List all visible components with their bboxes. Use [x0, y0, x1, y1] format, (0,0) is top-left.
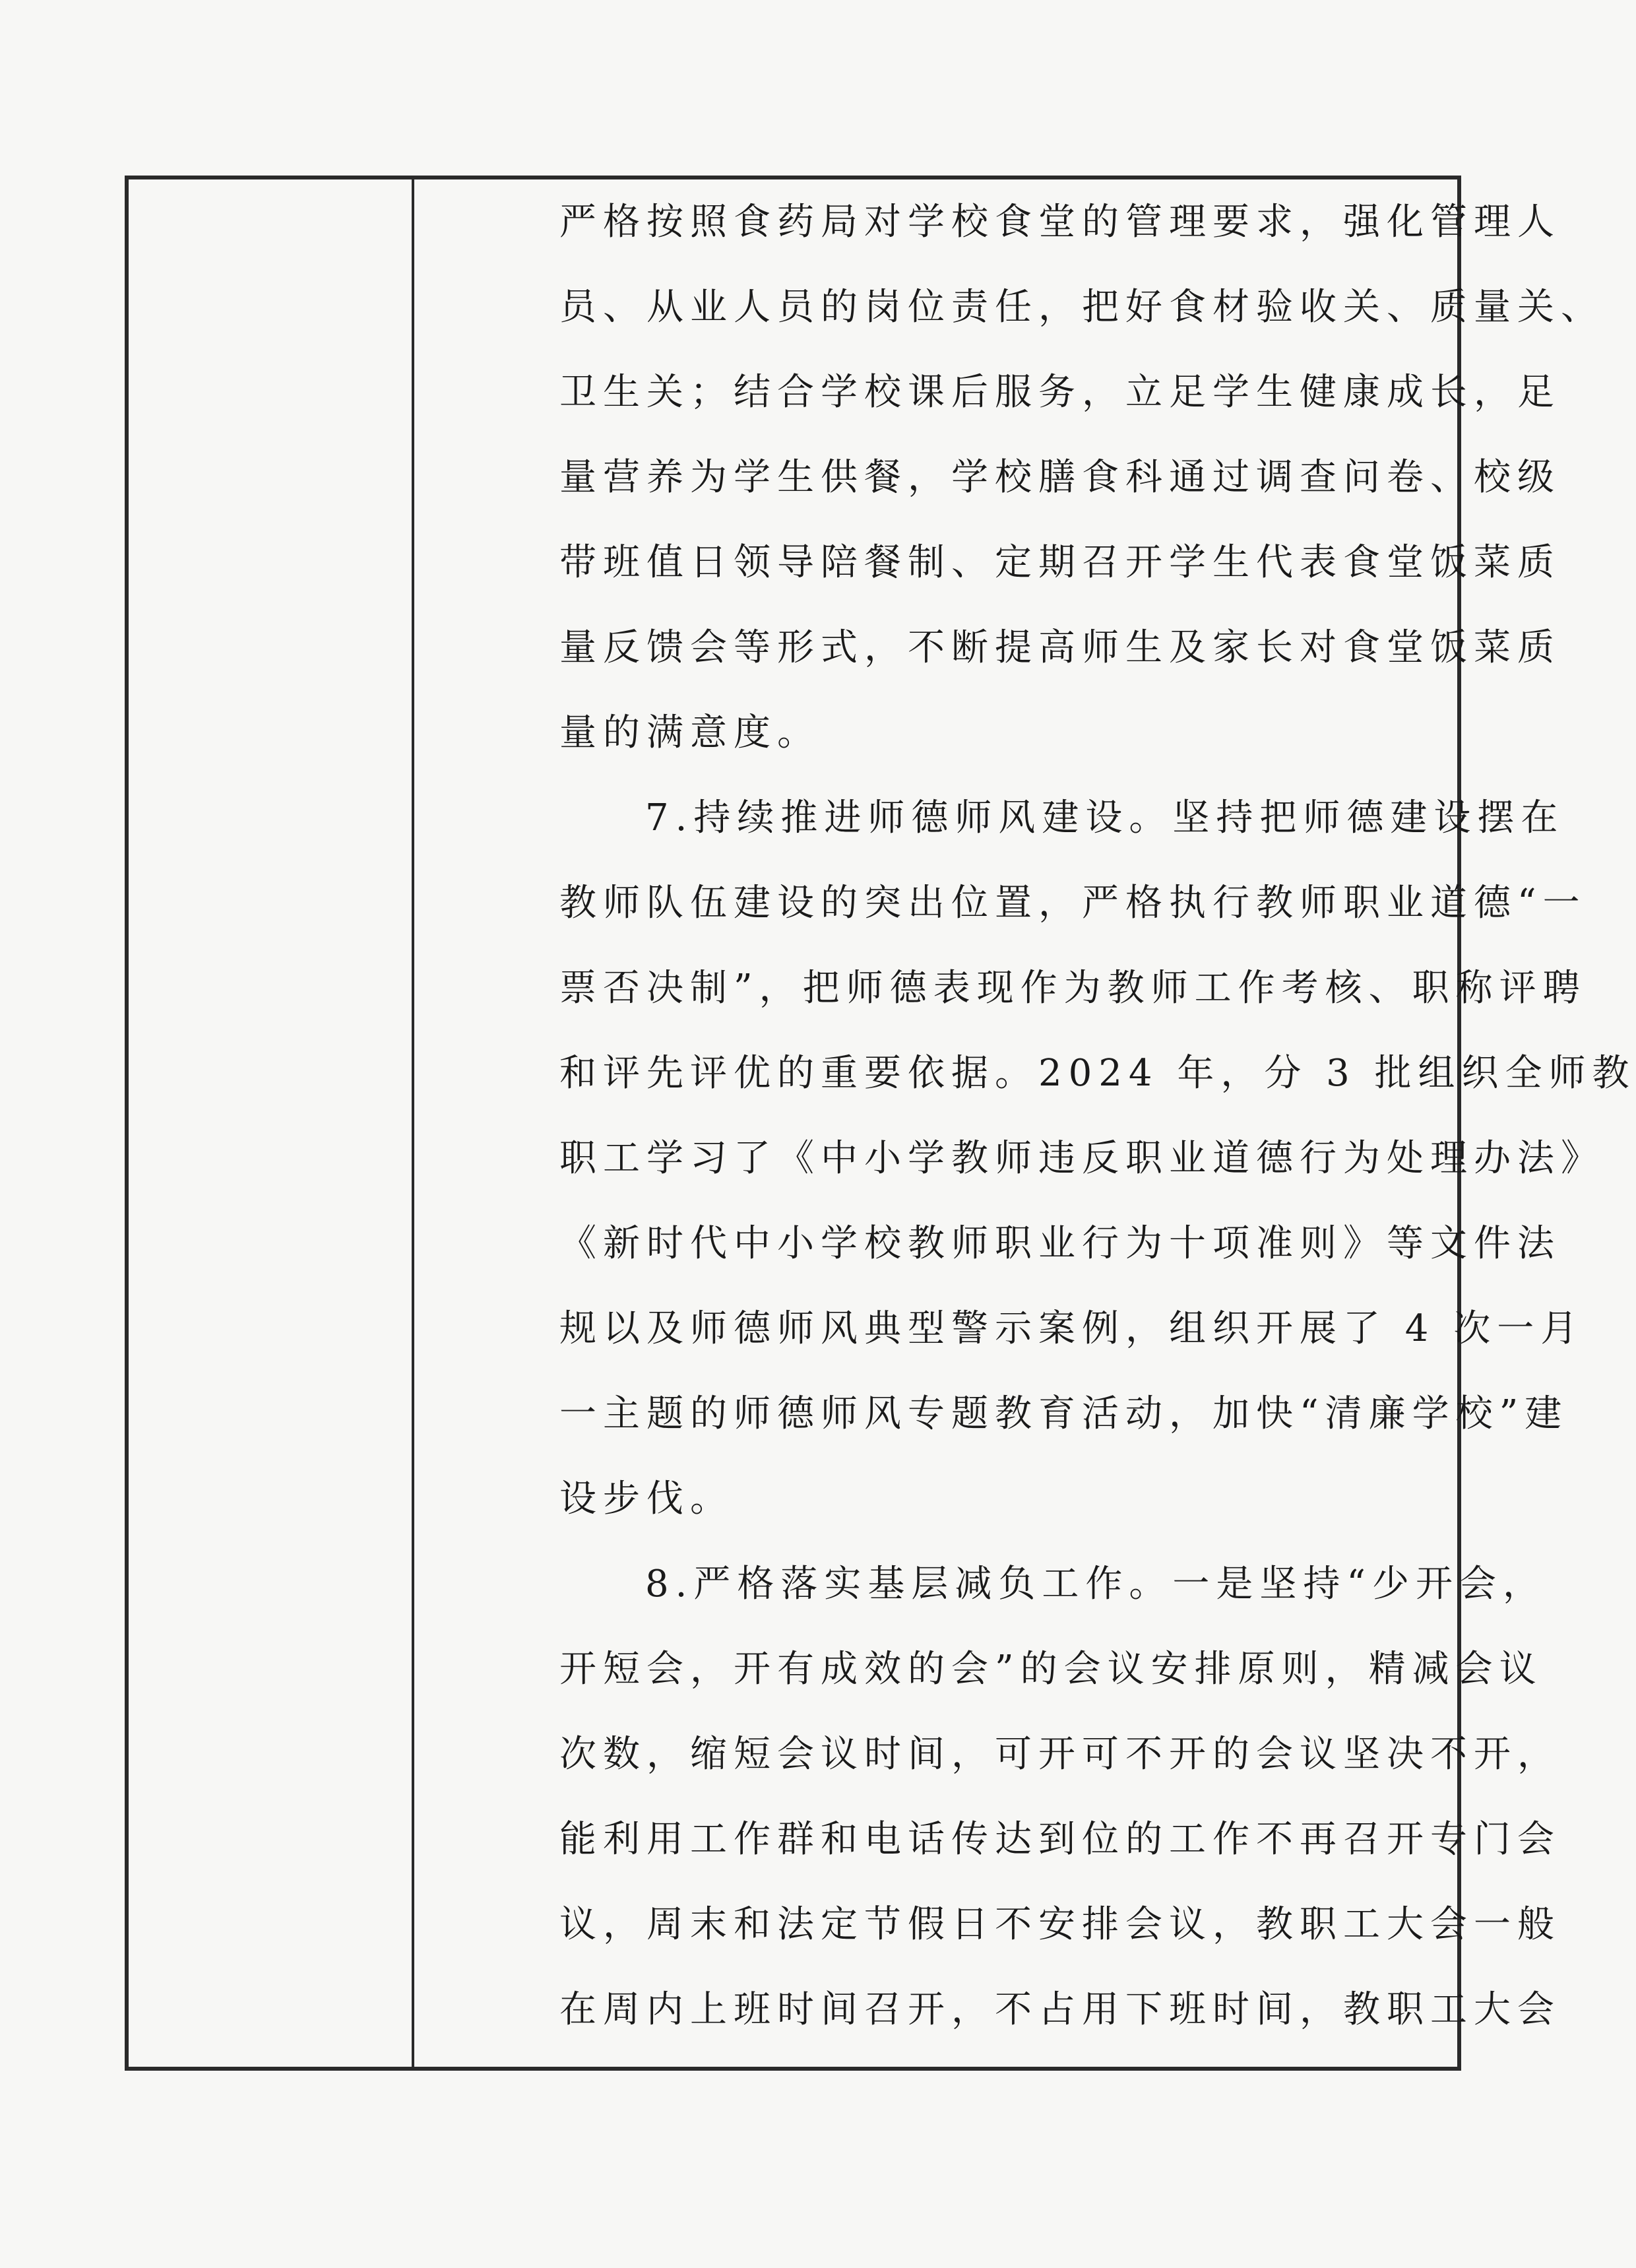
text-line: 带班值日领导陪餐制、定期召开学生代表食堂饭菜质 — [559, 541, 1561, 584]
text-line: 议，周末和法定节假日不安排会议，教职工大会一般 — [559, 1903, 1561, 1946]
table-content-cell — [414, 179, 1636, 2067]
document-table — [125, 176, 1636, 2071]
paragraph-8 — [559, 1541, 1561, 2052]
text-line: 严格按照食药局对学校食堂的管理要求，强化管理人 — [559, 201, 1561, 243]
text-line: 卫生关；结合学校课后服务，立足学生健康成长，足 — [559, 371, 1561, 414]
text-line: 8.严格落实基层减负工作。一是坚持“少开会， — [645, 1563, 1547, 1605]
text-line: 和评先评优的重要依据。2024 年，分 3 批组织全师教 — [559, 1052, 1636, 1095]
text-line: 量的满意度。 — [559, 711, 821, 754]
text-line: 7.持续推进师德师风建设。坚持把师德建设摆在 — [645, 796, 1565, 839]
text-line: 在周内上班时间召开，不占用下班时间，教职工大会 — [559, 1988, 1561, 2031]
text-line: 规以及师德师风典型警示案例，组织开展了 4 次一月 — [559, 1307, 1585, 1350]
paragraph-6-continued — [559, 179, 1604, 775]
text-line: 教师队伍建设的突出位置，严格执行教师职业道德“一 — [559, 882, 1587, 924]
text-line: 能利用工作群和电话传达到位的工作不再召开专门会 — [559, 1818, 1561, 1861]
body-text — [559, 179, 1636, 2052]
paragraph-7 — [559, 775, 1636, 1541]
text-line: 员、从业人员的岗位责任，把好食材验收关、质量关、 — [559, 286, 1604, 329]
text-line: 职工学习了《中小学教师违反职业道德行为处理办法》 — [559, 1137, 1604, 1180]
text-line: 开短会，开有成效的会”的会议安排原则，精减会议 — [559, 1648, 1543, 1691]
text-line: 设步伐。 — [559, 1477, 734, 1520]
text-line: 量营养为学生供餐，学校膳食科通过调查问卷、校级 — [559, 456, 1561, 499]
text-line: 票否决制”，把师德表现作为教师工作考核、职称评聘 — [559, 967, 1587, 1010]
text-line: 一主题的师德师风专题教育活动，加快“清廉学校”建 — [559, 1392, 1569, 1435]
text-line: 量反馈会等形式，不断提高师生及家长对食堂饭菜质 — [559, 626, 1561, 669]
table-left-column — [129, 179, 414, 2067]
text-line: 次数，缩短会议时间，可开可不开的会议坚决不开， — [559, 1733, 1561, 1776]
text-line: 《新时代中小学校教师职业行为十项准则》等文件法 — [559, 1222, 1561, 1265]
